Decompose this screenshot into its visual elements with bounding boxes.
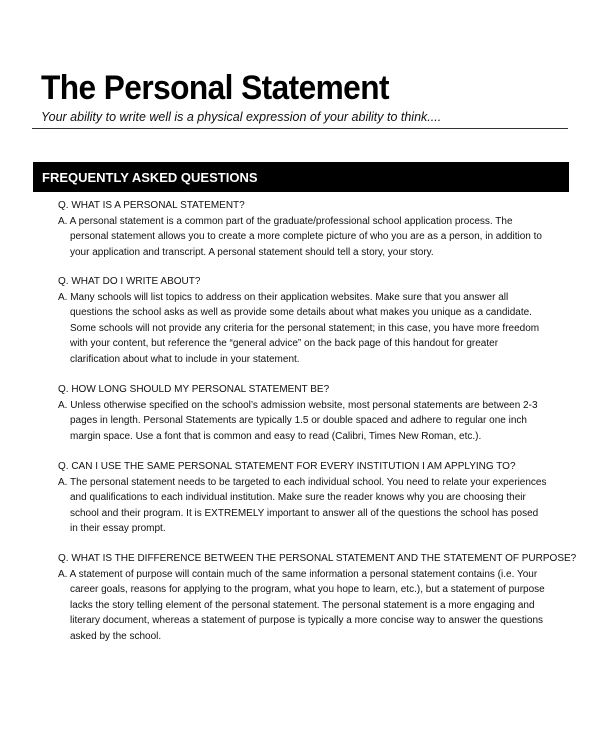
page-subtitle: Your ability to write well is a physical expression of your ability to think.... bbox=[41, 110, 442, 124]
faq-item bbox=[58, 274, 548, 367]
faq-question: Q. CAN I USE THE SAME PERSONAL STATEMENT FOR EVERY INSTITUTION I AM APPLYING TO? bbox=[58, 461, 516, 472]
faq-item bbox=[58, 198, 548, 260]
section-banner bbox=[33, 162, 569, 192]
faq-item bbox=[58, 382, 548, 444]
faq-answer: A. A personal statement is a common part of the graduate/professional school application process. The personal statement allows you to create a more complete picture of who you are as a person, in addition to your application and transcript. A personal statement should tell a story, your story. bbox=[58, 215, 542, 258]
faq-question: Q. HOW LONG SHOULD MY PERSONAL STATEMENT BE? bbox=[58, 384, 330, 395]
faq-question: Q. WHAT DO I WRITE ABOUT? bbox=[58, 276, 201, 287]
faq-answer: A. Many schools will list topics to address on their application websites. Make sure that you answer all questions the school asks as well as provide some details about what makes you unique as a candidate. Some schools will not provide any criteria for the personal statement; in this case, you have more freedom with your content, but reference the “general advice” on the back page of this handout for greater clarification about what to include in your statement. bbox=[58, 291, 540, 365]
faq-item bbox=[58, 551, 577, 644]
faq-answer: A. Unless otherwise specified on the school’s admission website, most personal statements are between 2-3 pages in length. Personal Statements are typically 1.5 or double spaced and adhere to regular one inch margin space. Use a font that is common and easy to read (Calibri, Times New Roman, etc.). bbox=[58, 399, 538, 442]
header-divider bbox=[32, 128, 568, 129]
faq-answer: A. The personal statement needs to be targeted to each individual school. You need to relate your experiences and qualifications to each individual institution. Make sure the reader knows why you are choosing their school and their program. It is EXTREMELY important to answer all of the questions the school has posed in their essay prompt. bbox=[58, 476, 547, 534]
faq-item bbox=[58, 459, 548, 537]
faq-question: Q. WHAT IS THE DIFFERENCE BETWEEN THE PERSONAL STATEMENT AND THE STATEMENT OF PURPOSE? bbox=[58, 553, 577, 564]
section-heading: FREQUENTLY ASKED QUESTIONS bbox=[42, 170, 258, 185]
faq-question: Q. WHAT IS A PERSONAL STATEMENT? bbox=[58, 200, 245, 211]
faq-answer: A. A statement of purpose will contain much of the same information a personal statement contains (i.e. Your career goals, reasons for applying to the program, what you hope to learn, etc.), but a statement of purpose lacks the story telling element of the personal statement. The personal statement is a more engaging and literary document, whereas a statement of purpose is typically a more concise way to answer the questions asked by the school. bbox=[58, 568, 545, 642]
page-title: The Personal Statement bbox=[41, 69, 389, 107]
